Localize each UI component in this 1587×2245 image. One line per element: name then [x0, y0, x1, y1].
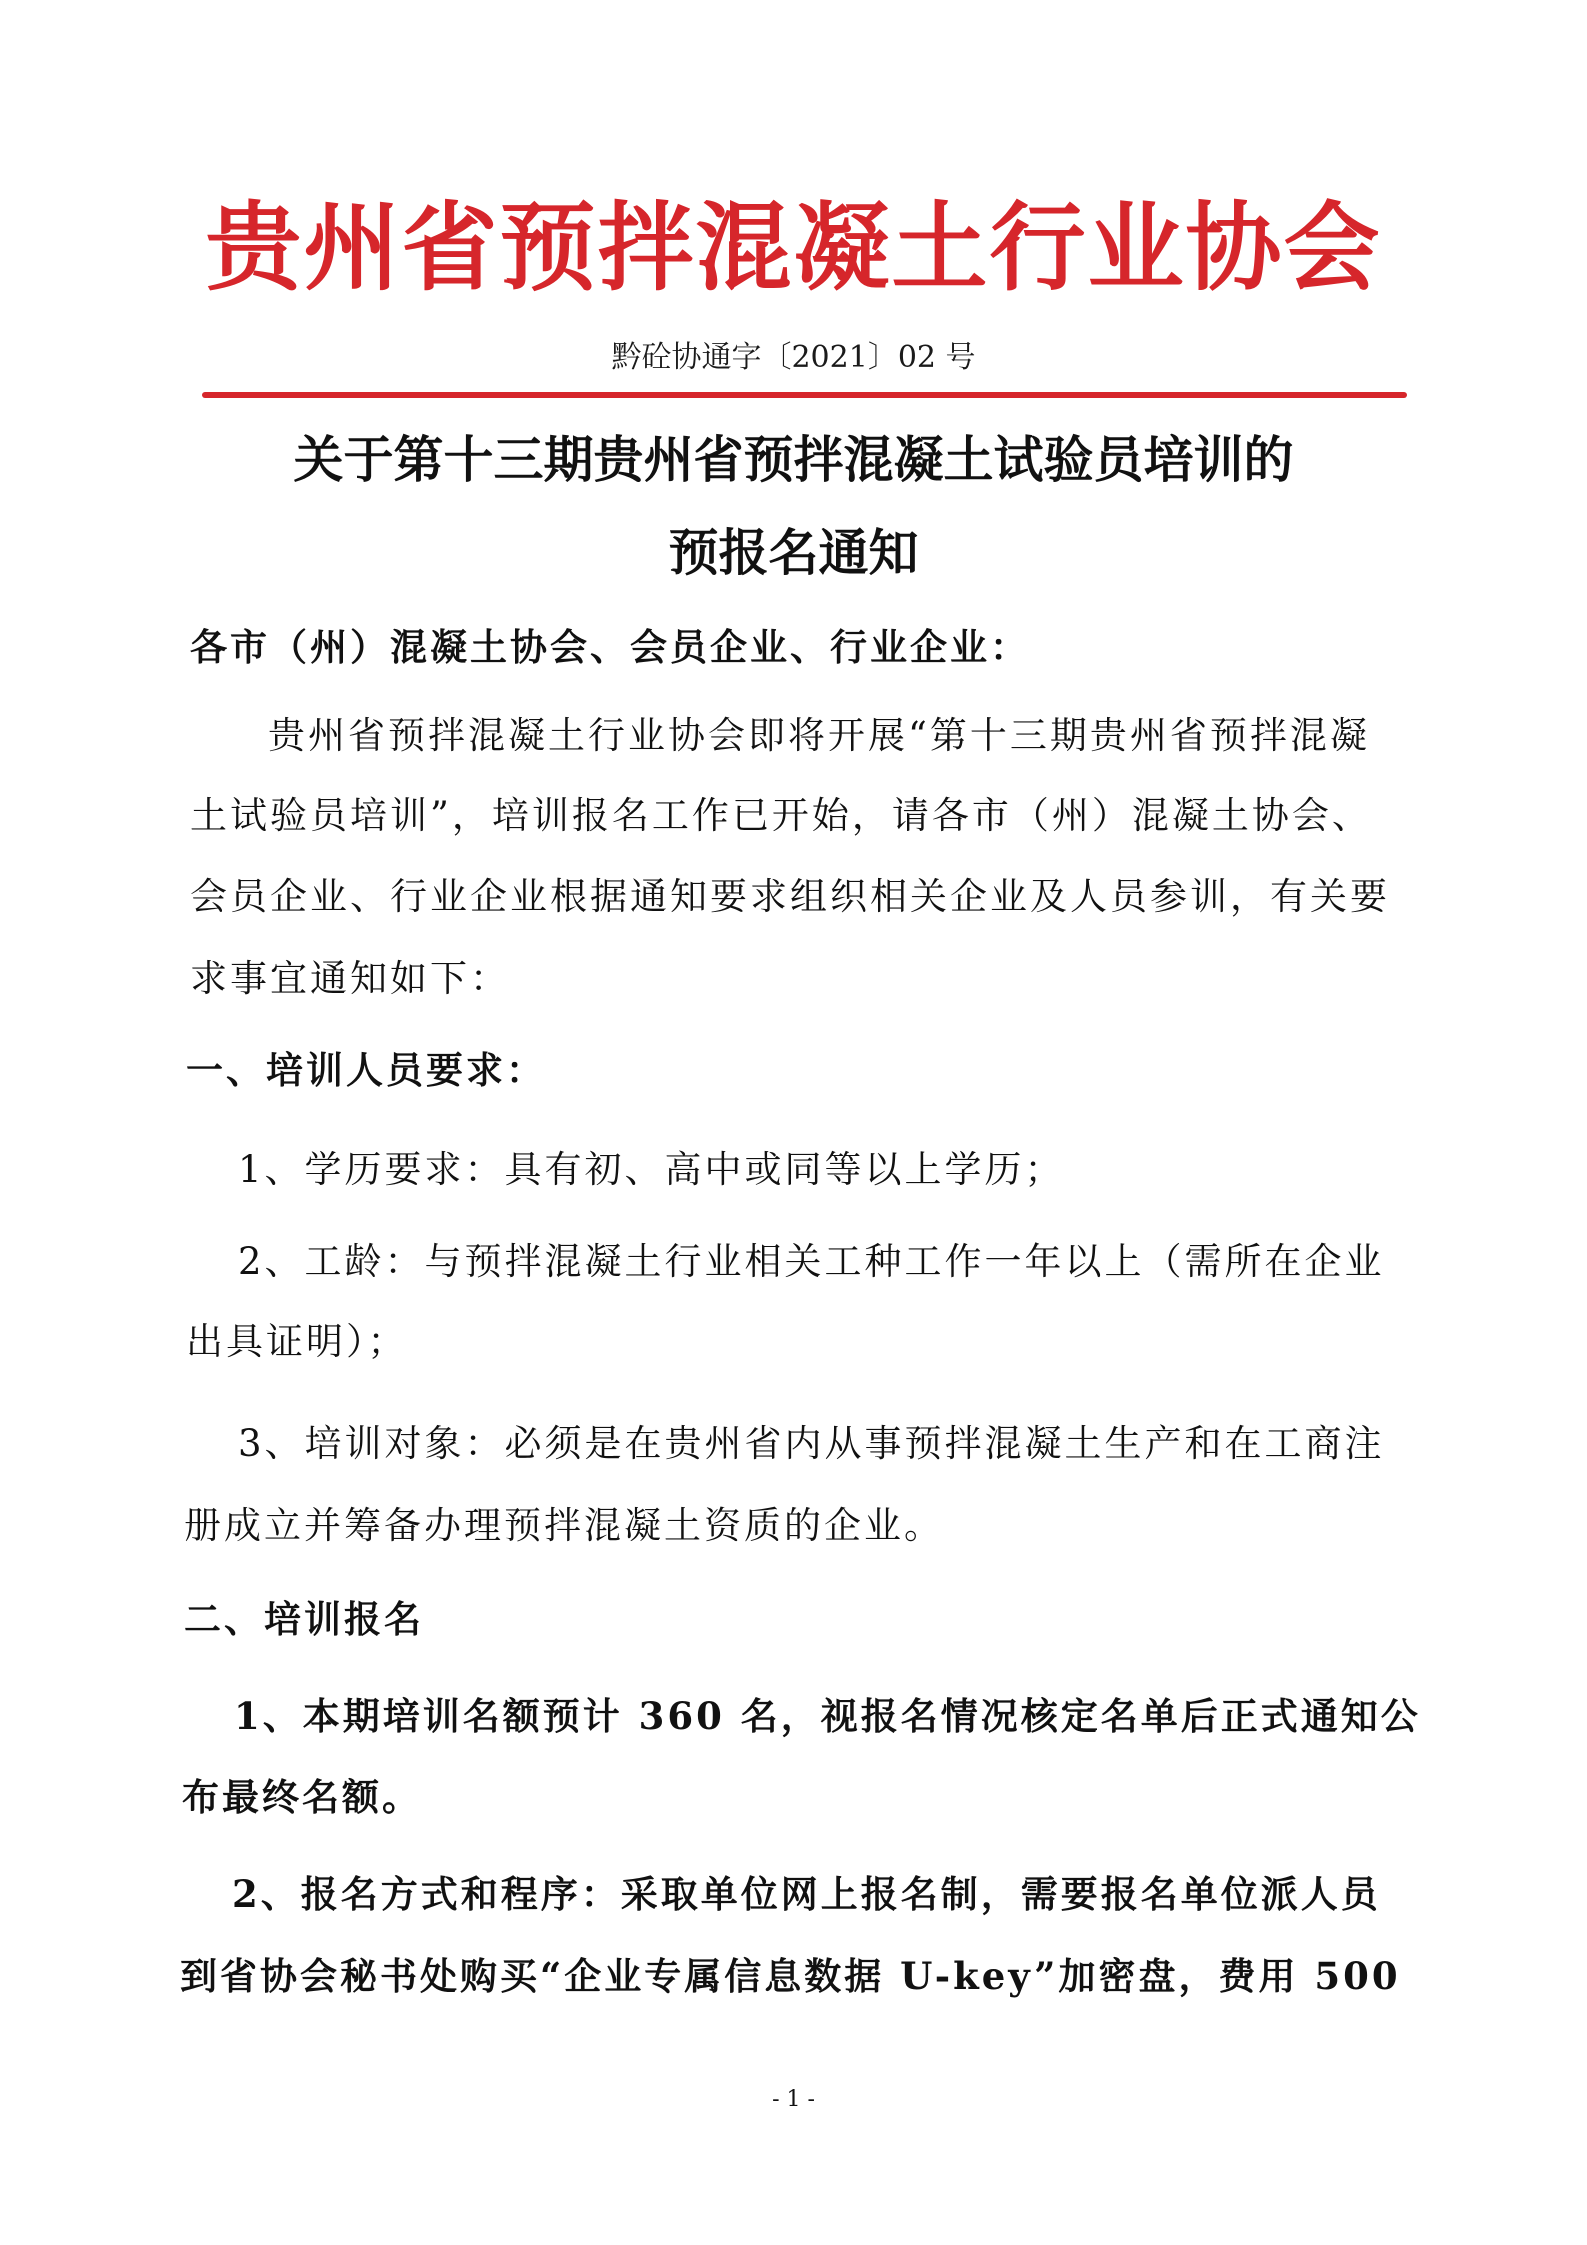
section-1-item-3-line-1: 3、培训对象：必须是在贵州省内从事预拌混凝土生产和在工商注	[238, 1422, 1385, 1465]
intro-line-4: 求事宜通知如下：	[190, 957, 510, 1000]
section-2-item-2-line-1: 2、报名方式和程序：采取单位网上报名制，需要报名单位派人员	[232, 1872, 1381, 1916]
section-2-item-1-line-1: 1、本期培训名额预计 360 名，视报名情况核定名单后正式通知公	[234, 1694, 1421, 1738]
notice-title-line-1: 关于第十三期贵州省预拌混凝土试验员培训的	[293, 431, 1294, 489]
intro-line-3: 会员企业、行业企业根据通知要求组织相关企业及人员参训，有关要	[190, 875, 1390, 918]
section-2-item-1-line-2: 布最终名额。	[182, 1775, 422, 1819]
letterhead-red-rule	[202, 392, 1407, 398]
section-2-item-2-line-2: 到省协会秘书处购买“企业专属信息数据 U-key”加密盘，费用 500	[180, 1954, 1401, 1998]
page-number: - 1 -	[772, 2087, 815, 2112]
section-2-heading: 二、培训报名	[184, 1597, 424, 1641]
section-1-item-2-line-2: 出具证明）；	[186, 1320, 408, 1363]
notice-title-line-2: 预报名通知	[668, 524, 919, 582]
letterhead-org-name: 贵州省预拌混凝土行业协会	[205, 191, 1382, 304]
section-1-item-2-line-1: 2、工龄：与预拌混凝土行业相关工种工作一年以上（需所在企业	[238, 1240, 1385, 1283]
document-number: 黔砼协通字〔2021〕02 号	[611, 340, 976, 375]
intro-line-1: 贵州省预拌混凝土行业协会即将开展“第十三期贵州省预拌混凝	[268, 714, 1370, 757]
section-1-heading: 一、培训人员要求：	[186, 1048, 546, 1092]
intro-line-2: 土试验员培训”，培训报名工作已开始，请各市（州）混凝土协会、	[190, 794, 1372, 837]
section-1-item-3-line-2: 册成立并筹备办理预拌混凝土资质的企业。	[184, 1504, 944, 1547]
section-1-item-1: 1、学历要求：具有初、高中或同等以上学历；	[238, 1148, 1065, 1191]
salutation: 各市（州）混凝土协会、会员企业、行业企业：	[190, 625, 1030, 669]
